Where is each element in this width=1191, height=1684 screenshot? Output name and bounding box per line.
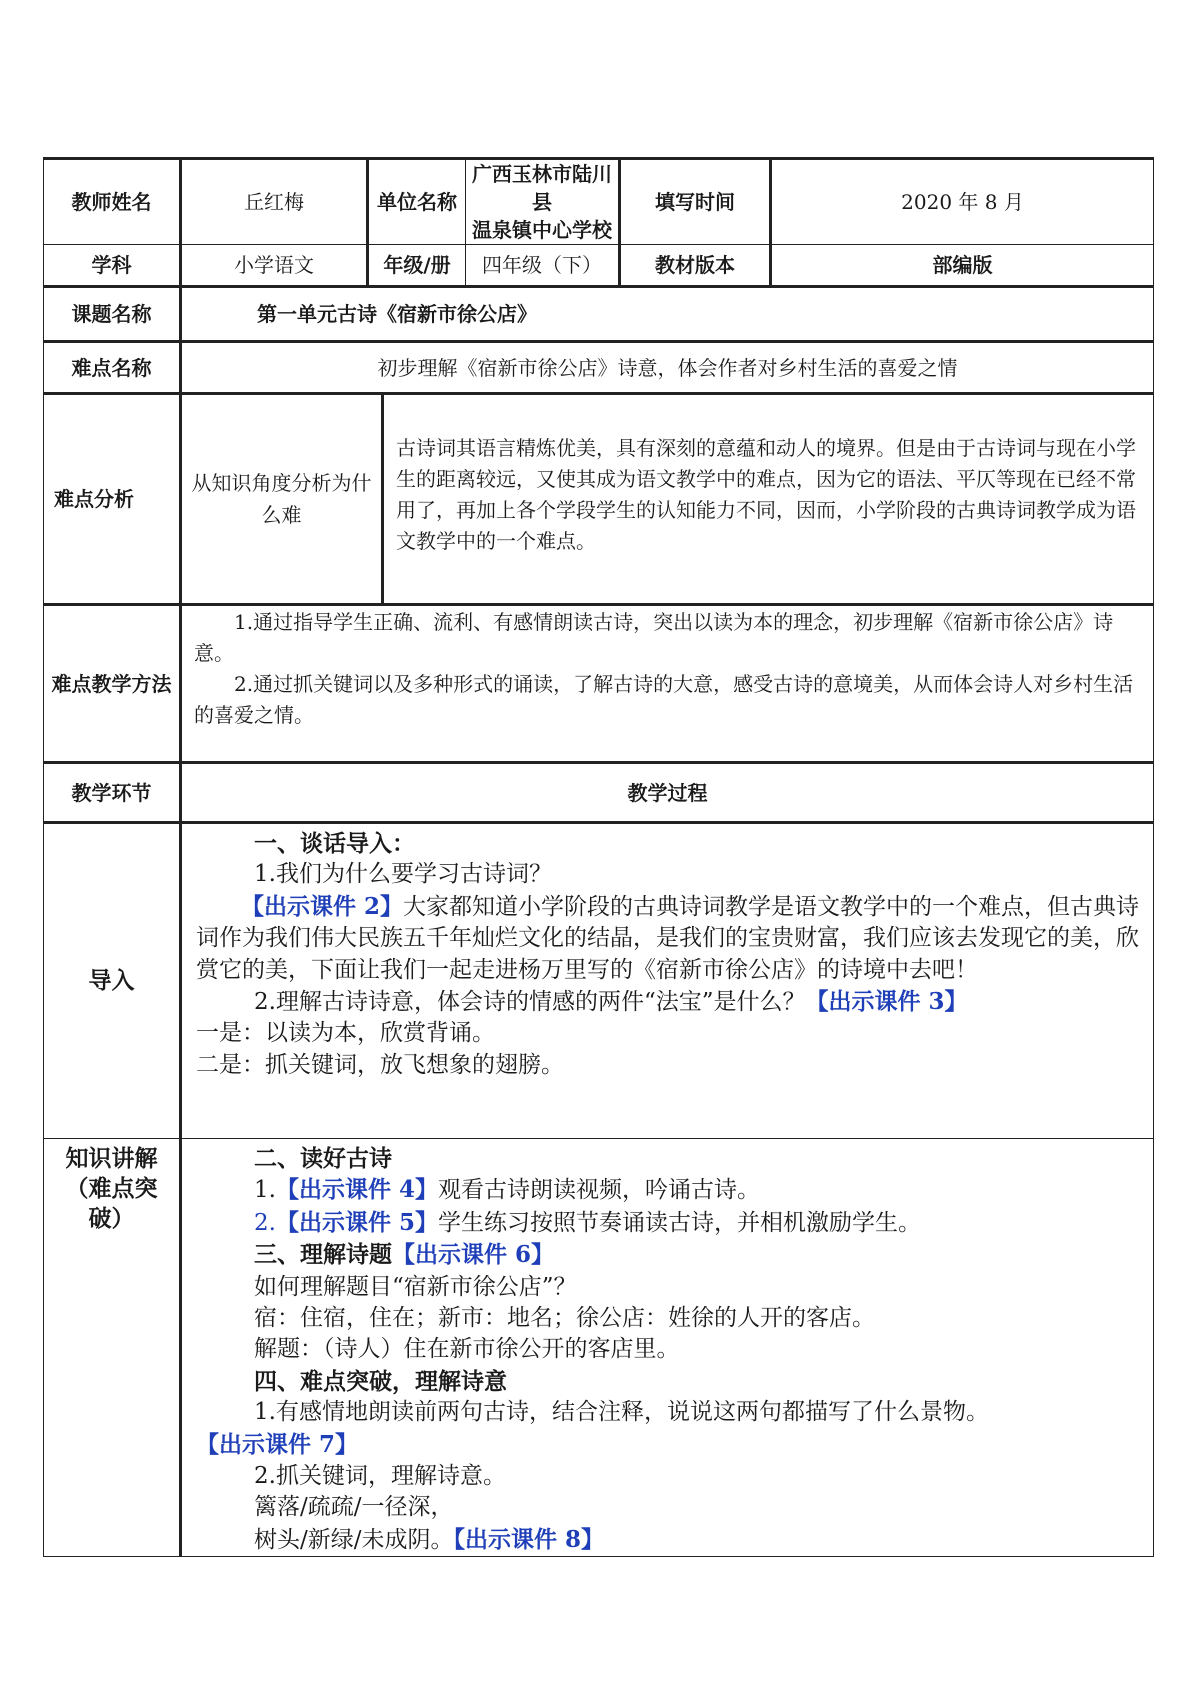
knowledge-substep-1: 1.有感情地朗读前两句古诗，结合注释，说说这两句都描写了什么景物。 xyxy=(254,1399,989,1426)
knowledge-label-line2: （难点突 xyxy=(65,1175,158,1202)
intro-answer-2: 二是：抓关键词，放飞想象的翅膀。 xyxy=(196,1051,564,1078)
intro-row xyxy=(44,823,1154,1139)
topic-row xyxy=(44,287,1154,342)
courseware-tag-7-line xyxy=(196,1429,1141,1461)
intro-heading: 一、谈话导入： xyxy=(254,830,415,857)
knowledge-heading-4: 四、难点突破，理解诗意 xyxy=(254,1367,507,1395)
title-question: 如何理解题目“宿新市徐公店”？ xyxy=(254,1273,577,1300)
step-2-number: 2. xyxy=(254,1209,276,1236)
topic-value: 第一单元古诗《宿新市徐公店》 xyxy=(181,287,1154,342)
info-row-1 xyxy=(44,159,1154,245)
analysis-label: 难点分析 xyxy=(44,394,181,605)
edition-label: 教材版本 xyxy=(620,245,771,287)
knowledge-label-line1: 知识讲解 xyxy=(65,1145,158,1172)
analysis-sub-label: 从知识角度分析为什么难 xyxy=(182,395,384,603)
courseware-tag-2: 【出示课件 2】 xyxy=(241,892,404,920)
process-header-row xyxy=(44,763,1154,823)
subject-label: 学科 xyxy=(44,245,181,287)
intro-cell xyxy=(181,823,1154,1139)
intro-question-1: 1.我们为什么要学习古诗词？ xyxy=(254,861,552,888)
analysis-cell xyxy=(181,394,1154,605)
title-explanation: 解题：（诗人）住在新市徐公开的客店里。 xyxy=(254,1336,680,1363)
unit-value xyxy=(466,159,620,245)
poem-line-2-text: 树头/新绿/未成阴。 xyxy=(254,1526,454,1553)
knowledge-step-1 xyxy=(196,1174,1141,1206)
date-value: 2020 年 8 月 xyxy=(771,159,1154,245)
lesson-plan-form xyxy=(43,157,1153,1557)
analysis-text xyxy=(384,395,1153,603)
analysis-paragraph: 古诗词其语言精炼优美，具有深刻的意蕴和动人的境界。但是由于古诗词与现在小学生的距离较远，又使其成为语文教学中的难点，因为它的语法、平仄等现在已经不常用了，再加上各个学段学生的认知能力不同，因而，小学阶段的古典诗词教学成为语文教学中的一个难点。 xyxy=(396,436,1136,553)
step-1-text: 观看古诗朗读视频，吟诵古诗。 xyxy=(437,1177,760,1204)
knowledge-heading-3 xyxy=(196,1239,1141,1271)
intro-paragraph xyxy=(196,891,1141,986)
courseware-tag-8: 【出示课件 8】 xyxy=(453,1525,605,1553)
process-header-value: 教学过程 xyxy=(181,763,1154,823)
unit-value-line2: 温泉镇中心学校 xyxy=(472,218,612,242)
intro-question-2-text: 2.理解古诗诗意，体会诗的情感的两件“法宝”是什么？ xyxy=(254,989,806,1016)
courseware-tag-7: 【出示课件 7】 xyxy=(196,1430,359,1458)
poem-line-2 xyxy=(196,1524,1141,1556)
unit-label: 单位名称 xyxy=(368,159,466,245)
method-item-1: 1.通过指导学生正确、流利、有感情朗读古诗，突出以读为本的理念，初步理解《宿新市徐公店》诗意。 xyxy=(194,610,1114,665)
knowledge-step-2 xyxy=(196,1207,1141,1239)
unit-value-line1: 广西玉林市陆川县 xyxy=(472,162,612,214)
subject-value: 小学语文 xyxy=(181,245,368,287)
difficulty-label: 难点名称 xyxy=(44,342,181,394)
topic-label: 课题名称 xyxy=(44,287,181,342)
method-row xyxy=(44,605,1154,763)
method-cell xyxy=(181,605,1154,763)
process-header-label: 教学环节 xyxy=(44,763,181,823)
date-label: 填写时间 xyxy=(620,159,771,245)
intro-paragraph-text: 大家都知道小学阶段的古典诗词教学是语文教学中的一个难点，但古典诗词作为我们伟大民族五千年灿烂文化的结晶，是我们的宝贵财富，我们应该去发现它的美，欣赏它的美，下面让我们一起走进杨万里写的《宿新市徐公店》的诗境中去吧！ xyxy=(196,893,1140,983)
poem-line-1: 篱落/疏疏/一径深， xyxy=(254,1494,454,1521)
method-label: 难点教学方法 xyxy=(44,605,181,763)
knowledge-label xyxy=(44,1139,181,1557)
courseware-tag-5: 【出示课件 5】 xyxy=(275,1208,438,1236)
knowledge-substep-2: 2.抓关键词，理解诗意。 xyxy=(254,1463,506,1490)
intro-question-2 xyxy=(196,986,1141,1018)
edition-value: 部编版 xyxy=(771,245,1154,287)
knowledge-cell xyxy=(181,1139,1154,1557)
info-row-2 xyxy=(44,245,1154,287)
courseware-tag-6: 【出示课件 6】 xyxy=(392,1241,555,1269)
step-2-text: 学生练习按照节奏诵读古诗，并相机激励学生。 xyxy=(437,1209,921,1236)
heading-3-text: 三、理解诗题 xyxy=(254,1241,392,1269)
knowledge-label-line3: 破） xyxy=(88,1205,135,1232)
analysis-row xyxy=(44,394,1154,605)
difficulty-row xyxy=(44,342,1154,394)
teacher-label: 教师姓名 xyxy=(44,159,181,245)
difficulty-value: 初步理解《宿新市徐公店》诗意，体会作者对乡村生活的喜爱之情 xyxy=(181,342,1154,394)
knowledge-row xyxy=(44,1139,1154,1557)
intro-label: 导入 xyxy=(44,823,181,1139)
courseware-tag-3: 【出示课件 3】 xyxy=(805,988,968,1016)
knowledge-heading-2: 二、读好古诗 xyxy=(254,1145,392,1172)
grade-label: 年级/册 xyxy=(368,245,466,287)
step-1-number: 1. xyxy=(254,1177,276,1204)
intro-answer-1: 一是：以读为本，欣赏背诵。 xyxy=(196,1020,495,1047)
title-definitions: 宿：住宿，住在；新市：地名；徐公店：姓徐的人开的客店。 xyxy=(254,1305,875,1332)
teacher-value: 丘红梅 xyxy=(181,159,368,245)
courseware-tag-4: 【出示课件 4】 xyxy=(275,1176,438,1204)
lesson-plan-table xyxy=(43,157,1154,1557)
method-item-2: 2.通过抓关键词以及多种形式的诵读，了解古诗的大意，感受古诗的意境美，从而体会诗人对乡村生活的喜爱之情。 xyxy=(194,672,1134,727)
grade-value: 四年级（下） xyxy=(466,245,620,287)
